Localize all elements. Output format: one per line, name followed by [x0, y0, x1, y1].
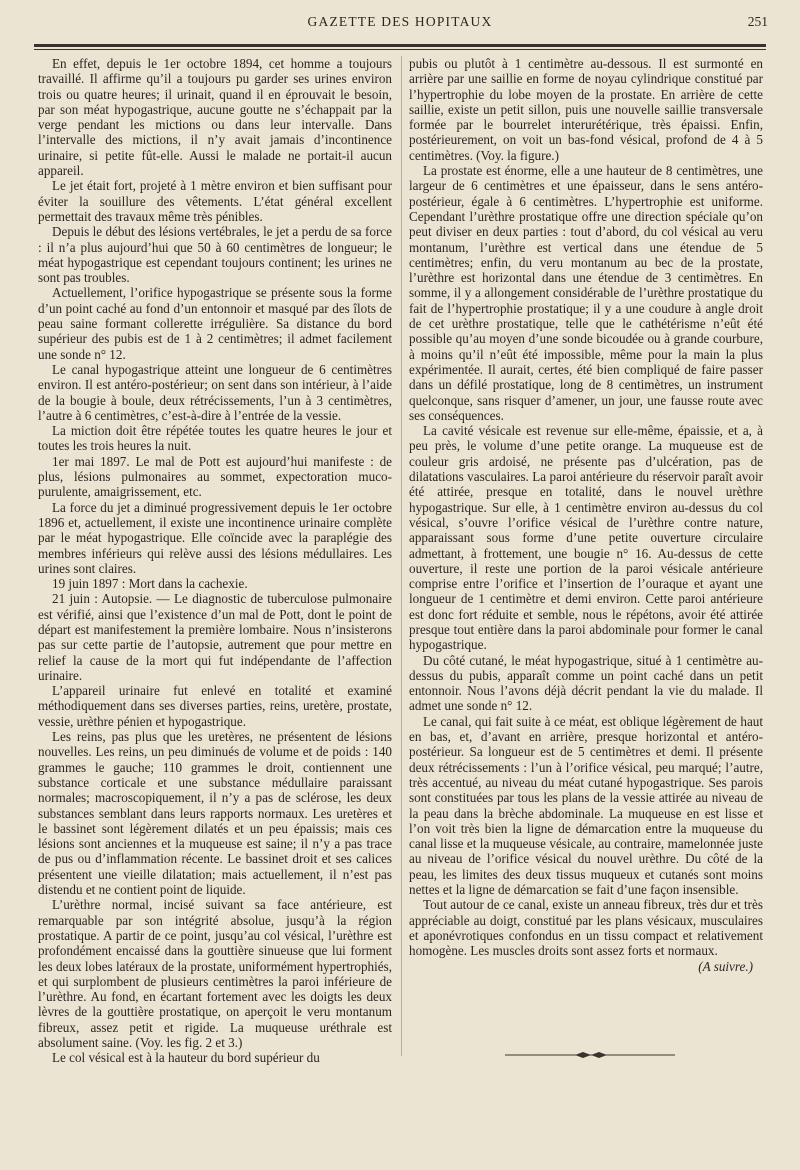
paragraph: 21 juin : Autopsie. — Le diagnostic de tuberculose pulmonaire est vérifié, ainsi que l’existence d’un mal de Pott, dont le point de départ est manifestement la première lombaire. Nous n’insisterons pas sur cette partie de l’autopsie, autrement que pour mettre en relief la cause de la mort qui fut indépendante de l’affection urinaire. — [38, 591, 392, 683]
header-rule-thick — [34, 44, 766, 47]
paragraph: Tout autour de ce canal, existe un anneau fibreux, très dur et très appréciable au doigt, constitué par les plans vésicaux, musculaires et aponévrotiques confondus en un tissu compact et relativement homogène. Les muscles droits sont assez forts et normaux. — [409, 897, 763, 959]
paragraph: 19 juin 1897 : Mort dans la cachexie. — [52, 576, 248, 592]
paragraph: L’appareil urinaire fut enlevé en totalité et examiné méthodiquement dans ses diverses parties, reins, uretère, prostate, vessie, urèthre pénien et hypogastrique. — [38, 683, 392, 729]
paragraph: La miction doit être répétée toutes les quatre heures le jour et toutes les trois heures la nuit. — [38, 423, 392, 454]
paragraph: Le jet était fort, projeté à 1 mètre environ et bien suffisant pour éviter la souillure des vêtements. L’état général excellent permettait des travaux même très pénibles. — [38, 178, 392, 224]
end-ornament-rule — [505, 1051, 675, 1059]
paragraph: Le canal hypogastrique atteint une longueur de 6 centimètres environ. Il est antéro-postérieur; on sent dans son intérieur, à l’aide de la bougie à boule, deux rétrécissements, l’un à 3 centimètres, l’autre à 6 centimètres, c’est-à-dire à l’entrée de la vessie. — [38, 361, 392, 423]
page-header — [32, 12, 768, 42]
paragraph: L’urèthre normal, incisé suivant sa face antérieure, est remarquable par son intégrité absolue, jusqu’à la région prostatique. A partir de ce point, jusqu’au col vésical, l’urèthre est profondément encaissé dans la gouttière sinueuse que lui forment les deux lobes latéraux de la prostate, uniformément hypertrophiés, et qui surplombent de plusieurs centimètres la paroi inférieure de l’urèthre. Au fond, en écartant fortement avec les doigts les deux lèvres de la gouttière prostatique, on aperçoit le veru montanum fibreux, assez petit et rigide. La muqueuse uréthrale est absolument saine. (Voy. les fig. 2 et 3.) — [38, 897, 392, 1050]
left-column — [38, 56, 392, 1066]
paragraph: Depuis le début des lésions vertébrales, le jet a perdu de sa force : il n’a plus aujourd’hui que 50 à 60 centimètres de longueur; le méat hypogastrique est cependant toujours continent; les urines ne sont pas troubles. — [38, 224, 392, 286]
paragraph: Le canal, qui fait suite à ce méat, est oblique légèrement de haut en bas, et, d’avant en arrière, presque horizontal et antéro-postérieur. Sa longueur est de 5 centimètres et demi. Il présente deux rétrécissements : l’un à l’orifice vésical, peu marqué; l’autre, très accentué, au niveau du méat cutané hypogastrique. Ses parois sont constituées par tous les plans de la vessie attirée au niveau de la peau dans la brèche abdominale. La muqueuse en est lisse et l’on voit très bien la ligne de démarcation entre la muqueuse du canal lisse et la muqueuse vésicale, au contraire, mamelonnée juste au niveau de l’orifice vésical du nouvel urèthre. Du côté de la peau, les limites des deux tissus muqueux et cutanés sont moins nettes et la ligne de démarcation se fait d’une façon insensible. — [409, 713, 763, 898]
right-column — [409, 56, 763, 974]
paragraph: La cavité vésicale est revenue sur elle-même, épaissie, et a, à peu près, le volume d’une petite orange. La muqueuse est de couleur gris ardoisé, ne présente pas d’ulcération, pas de dilatations vasculaires. La paroi antérieure du réservoir paraît avoir été attirée, presque en totalité, dans le nouvel urèthre hypogastrique. Sur elle, à 1 centimètre environ au-dessus du col vésical, s’ouvre l’orifice vésical de l’urèthre contre nature, apparaissant sous forme d’une petite ouverture circulaire admettant, à frottement, une bougie n° 16. Au-dessus de cette ouverture, il reste une portion de la paroi vésicale antérieure comprise entre l’orifice et l’insertion de l’ouraque et ayant une longueur de 1 centimètre et demi environ. Cette paroi antérieure est donc fort réduite et semble, nous le répétons, avoir été attirée presque tout entière dans la paroi abdominale pour former le canal hypogastrique. — [409, 423, 763, 653]
paragraph: Actuellement, l’orifice hypogastrique se présente sous la forme d’un point caché au fond d’un entonnoir et masqué par des îlots de peau saine formant collerette irrégulière. Sa distance du bord supérieur des pubis est de 1 à 2 centimètres; il admet facilement une sonde n° 12. — [38, 285, 392, 362]
paragraph: 1er mai 1897. Le mal de Pott est aujourd’hui manifeste : de plus, lésions pulmonaires au sommet, expectoration muco-purulente, amaigrissement, etc. — [38, 453, 392, 500]
column-divider — [401, 56, 402, 1056]
header-rule-thin — [34, 49, 766, 50]
paragraph: Les reins, pas plus que les uretères, ne présentent de lésions nouvelles. Les reins, un peu diminués de volume et de poids : 140 grammes le gauche; 110 grammes le droit, contiennent une substance corticale et une substance médullaire paraissant normales; macroscopiquement, il n’y a pas de sclérose, les deux substances semblant dans leurs rapports normaux. Les uretères et le bassinet sont légèrement dilatés et un peu épaissis; mais ces lésions sont anciennes et la muqueuse est saine; il n’y a pas trace de pus ou d’inflammation récente. Le bassinet droit et ses calices présentent une vieille dilatation; mais actuellement, il n’est pas distendu et ne contient point de liquide. — [38, 729, 392, 898]
page-number: 251 — [747, 14, 768, 29]
paragraph: En effet, depuis le 1er octobre 1894, cet homme a toujours travaillé. Il affirme qu’il a toujours pu garder ses urines environ trois ou quatre heures; il urinait, quand il en éprouvait le besoin, par son méat hypogastrique, aucune goutte ne s’échappait par la verge pendant les mictions ou dans leur intervalle. Dans l’intervalle des mictions, il n’y avait jamais d’incontinence urinaire, si petite fût-elle. Aussi le malade ne portait-il aucun appareil. — [38, 56, 392, 179]
paragraph: La prostate est énorme, elle a une hauteur de 8 centimètres, une largeur de 6 centimètres et une épaisseur, dans le sens antéro-postérieur, égale à 6 centimètres. L’hypertrophie est uniforme. Cependant l’urèthre prostatique offre une direction spéciale qu’on peut diviser en deux parties : tout d’abord, du col vésical au veru montanum, l’urèthre est vertical dans une étendue de 5 centimètres; enfin, du veru montanum au bec de la prostate, l’urèthre est horizontal dans une étendue de 3 centimètres. En somme, il y a allongement considérable de l’urèthre prostatique du fait de l’hypertrophie prostatique; il y a une coudure à angle droit de cet urèthre prostatique, telle que le cathétérisme n’eût été possible qu’au moyen d’une sonde bicoudée ou à grande courbure, à moins qu’il n’eût été impossible, même pour la main la plus expérimentée. Il aurait, certes, été bien compliqué de faire passer dans un défilé prostatique, long de 8 centimètres, un instrument quelconque, sans risquer d’amener, un jour, une fausse route avec ses conséquences. — [409, 163, 763, 423]
to-be-continued: (A suivre.) — [698, 958, 753, 974]
journal-title: GAZETTE DES HOPITAUX — [307, 14, 493, 29]
paragraph: pubis ou plutôt à 1 centimètre au-dessous. Il est surmonté en arrière par une saillie en forme de noyau cylindrique constitué par l’hypertrophie du lobe moyen de la prostate. En arrière de cette saillie, existe un petit sillon, puis une nouvelle saillie transversale formée par le bourrelet interurétérique, très épaissi. Enfin, postérieurement, on voit un bas-fond vésical, profond de 4 à 5 centimètres. (Voy. la figure.) — [409, 56, 763, 163]
paragraph: Le col vésical est à la hauteur du bord supérieur du — [52, 1050, 320, 1066]
paragraph: Du côté cutané, le méat hypogastrique, situé à 1 centimètre au-dessus du pubis, apparaît comme un point caché dans un petit entonnoir. Nous l’avons déjà décrit pendant la vie du malade. Il admet une sonde n° 12. — [409, 652, 763, 714]
paragraph: La force du jet a diminué progressivement depuis le 1er octobre 1896 et, actuellement, il existe une incontinence urinaire complète par le méat hypogastrique. Elle coïncide avec la paraplégie des membres inférieurs qui relève aussi des lésions médullaires. Les urines sont claires. — [38, 499, 392, 576]
